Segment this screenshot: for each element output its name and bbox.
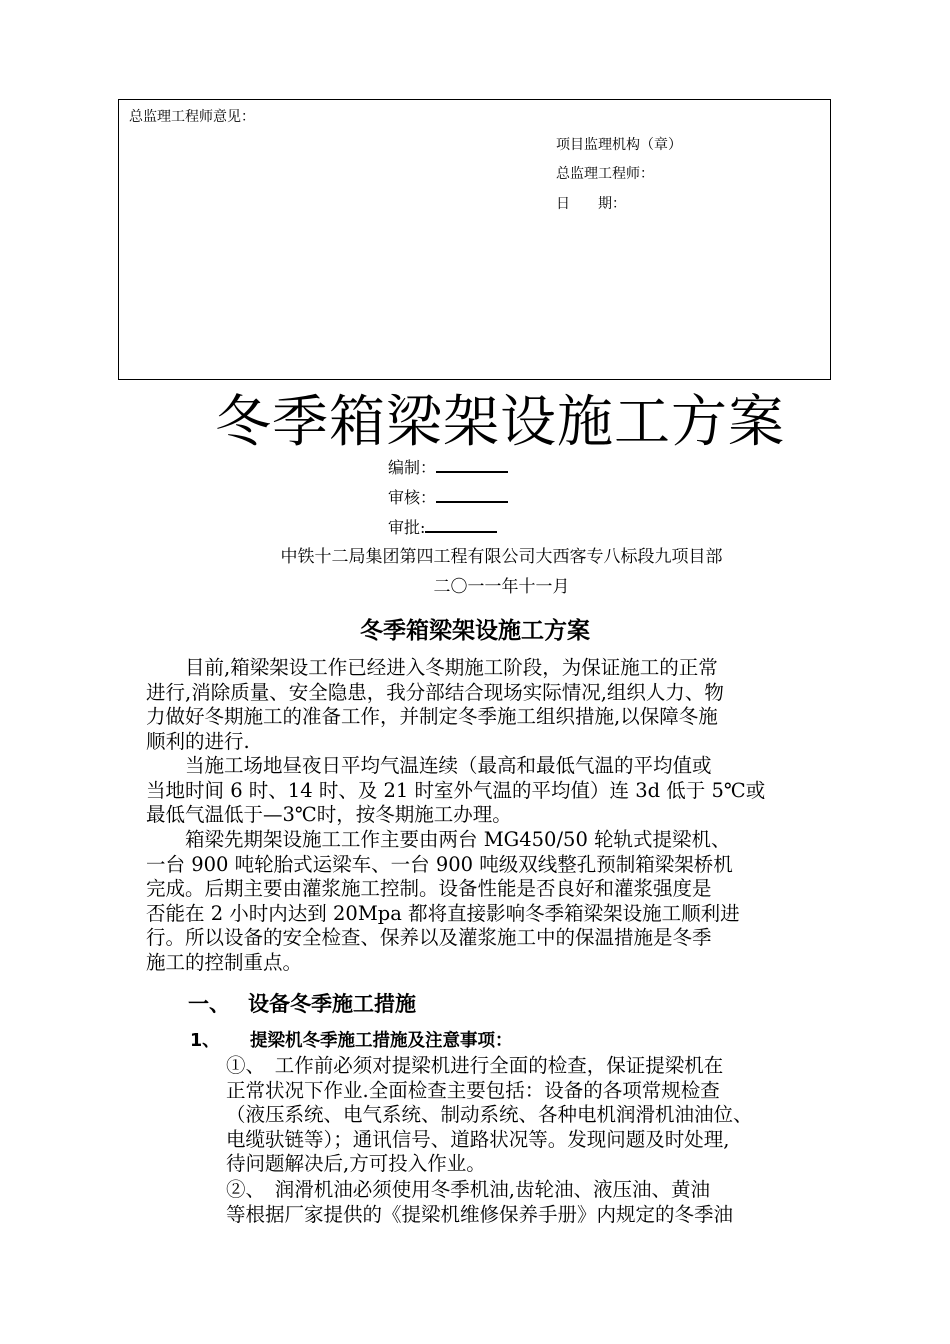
org-seal-label: 项目监理机构（章） bbox=[556, 137, 682, 153]
review-row bbox=[388, 487, 508, 508]
text-line: 等根据厂家提供的《提梁机维修保养手册》内规定的冬季油 bbox=[226, 1202, 734, 1226]
subsection-heading bbox=[190, 1030, 513, 1052]
subsection-title: 提梁机冬季施工措施及注意事项： bbox=[250, 1031, 513, 1051]
subsection-number: 1、 bbox=[190, 1031, 220, 1051]
text-line: 当地时间 6 时、14 时、及 21 时室外气温的平均值）连 3d 低于 5℃或 bbox=[146, 778, 766, 802]
opinion-label: 总监理工程师意见： bbox=[129, 109, 255, 125]
text-line: 最低气温低于—3℃时，按冬期施工办理。 bbox=[146, 803, 512, 826]
item-lubrication bbox=[226, 1178, 826, 1227]
section-heading bbox=[188, 990, 416, 1018]
text-line: ①、 工作前必须对提梁机进行全面的检查，保证提梁机在 bbox=[226, 1054, 724, 1077]
chief-engineer-opinion-box bbox=[118, 99, 831, 380]
intro-paragraph bbox=[146, 656, 826, 754]
text-line: 施工的控制重点。 bbox=[146, 950, 303, 974]
text-line: 待问题解决后,方可投入作业。 bbox=[226, 1152, 486, 1175]
text-line: 顺利的进行. bbox=[146, 729, 250, 753]
organization-name: 中铁十二局集团第四工程有限公司大西客专八标段九项目部 bbox=[280, 547, 723, 567]
text-line: 电缆驮链等）；通讯信号、道路状况等。发现问题及时处理, bbox=[226, 1127, 730, 1151]
text-line: 正常状况下作业.全面检查主要包括：设备的各项常规检查 bbox=[226, 1078, 720, 1102]
section-title: 设备冬季施工措施 bbox=[248, 992, 416, 1016]
approve-row bbox=[388, 517, 497, 538]
compile-label: 编制： bbox=[388, 458, 437, 477]
date-label: 日 期： bbox=[556, 196, 626, 212]
document-date: 二〇一一年十一月 bbox=[433, 577, 570, 597]
text-line: 当施工场地昼夜日平均气温连续（最高和最低气温的平均值或 bbox=[146, 754, 712, 777]
compile-blank bbox=[436, 457, 508, 473]
text-line: 力做好冬期施工的准备工作，并制定冬季施工组织措施,以保障冬施 bbox=[146, 705, 718, 728]
text-line: ②、 润滑机油必须使用冬季机油,齿轮油、液压油、黄油 bbox=[226, 1178, 710, 1201]
text-line: 完成。后期主要由灌浆施工控制。设备性能是否良好和灌浆强度是 bbox=[146, 877, 712, 900]
item-inspection bbox=[226, 1054, 826, 1177]
chief-engineer-label: 总监理工程师： bbox=[556, 166, 654, 182]
text-line: 目前,箱梁架设工作已经进入冬期施工阶段，为保证施工的正常 bbox=[146, 656, 718, 679]
review-label: 审核： bbox=[388, 488, 437, 507]
text-line: （液压系统、电气系统、制动系统、各种电机润滑机油油位、 bbox=[226, 1103, 753, 1126]
text-line: 行。所以设备的安全检查、保养以及灌浆施工中的保温措施是冬季 bbox=[146, 926, 712, 949]
approve-blank bbox=[425, 517, 497, 533]
compile-row bbox=[388, 457, 508, 478]
temperature-paragraph bbox=[146, 754, 826, 828]
approve-label: 审批: bbox=[388, 518, 426, 537]
main-title: 冬季箱梁架设施工方案 bbox=[215, 390, 785, 455]
text-line: 箱梁先期架设施工工作主要由两台 MG450/50 轮轨式提梁机、 bbox=[146, 828, 731, 851]
equipment-paragraph bbox=[146, 828, 826, 975]
review-blank bbox=[436, 487, 508, 503]
document-subtitle: 冬季箱梁架设施工方案 bbox=[360, 618, 590, 644]
text-line: 进行,消除质量、安全隐患，我分部结合现场实际情况,组织人力、物 bbox=[146, 680, 724, 704]
text-line: 一台 900 吨轮胎式运梁车、一台 900 吨级双线整孔预制箱梁架桥机 bbox=[146, 852, 733, 876]
text-line: 否能在 2 小时内达到 20Mpa 都将直接影响冬季箱梁架设施工顺利进 bbox=[146, 901, 740, 925]
section-number: 一、 bbox=[188, 992, 230, 1016]
